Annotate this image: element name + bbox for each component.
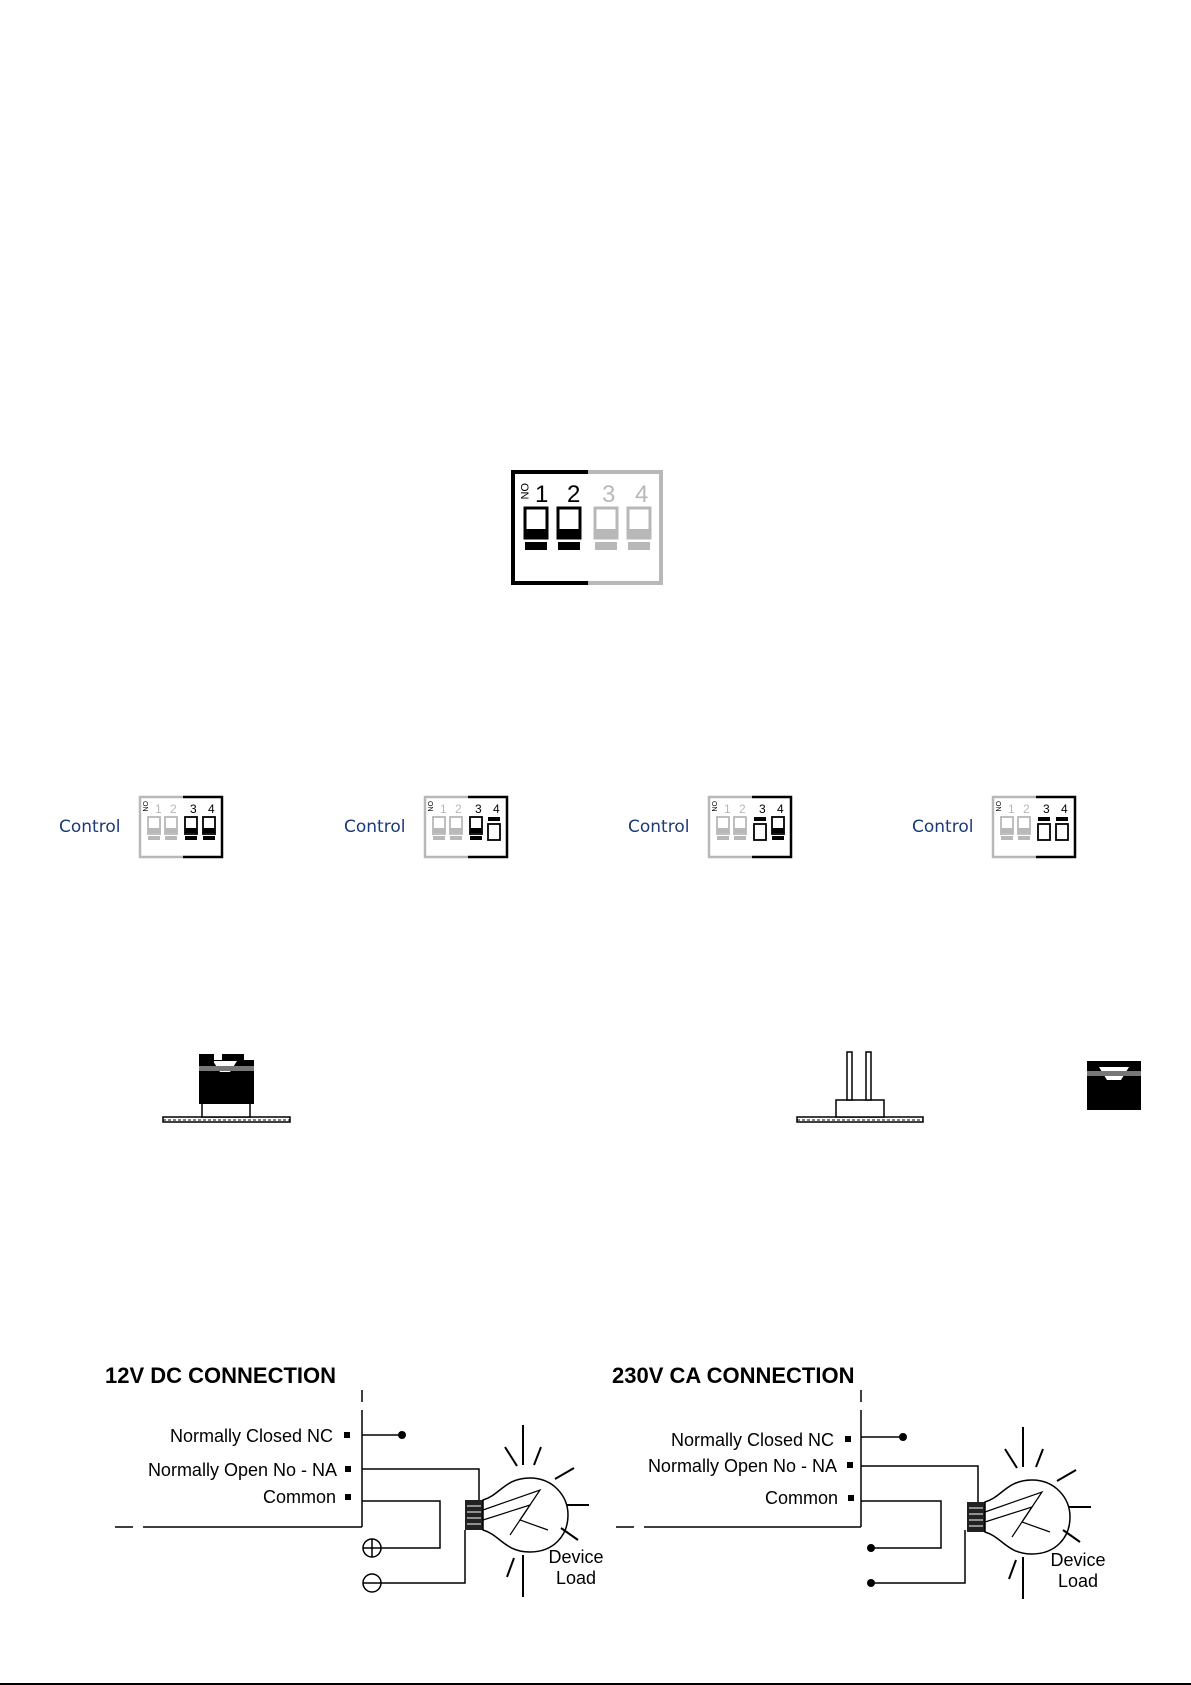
svg-text:ON: ON <box>710 801 717 812</box>
dc-connection <box>105 1363 604 1597</box>
main-dip-switch <box>513 472 661 583</box>
dip-number-3: 3 <box>602 481 616 508</box>
dip-number-1: 1 <box>535 481 549 508</box>
svg-text:1: 1 <box>440 802 447 816</box>
control-switch-4 <box>488 817 500 840</box>
svg-text:3: 3 <box>190 802 197 816</box>
control-switch-1 <box>1001 817 1013 840</box>
ac-load-label: Load <box>1057 1571 1099 1591</box>
dc-title: 12V DC CONNECTION <box>105 1363 337 1388</box>
svg-text:2: 2 <box>170 802 177 816</box>
control-config-3 <box>628 797 791 857</box>
dc-nc-label: Normally Closed NC <box>169 1426 333 1446</box>
pin-header-base <box>836 1100 884 1117</box>
svg-text:4: 4 <box>208 802 215 816</box>
jumper-cap-loose <box>1087 1061 1141 1110</box>
dc-load-label: Load <box>555 1568 597 1588</box>
svg-text:ON: ON <box>426 801 433 812</box>
control-label: Control <box>912 817 974 837</box>
control-label: Control <box>59 817 121 837</box>
svg-text:ON: ON <box>141 801 148 812</box>
jumper-removed-pins <box>797 1052 923 1122</box>
ac-device-label: Device <box>1050 1550 1106 1570</box>
control-switch-3 <box>754 817 766 840</box>
dc-no-label: Normally Open No - NA <box>147 1460 337 1480</box>
ac-common-label: Common <box>764 1488 838 1508</box>
svg-text:4: 4 <box>493 802 500 816</box>
control-switch-2 <box>165 817 177 840</box>
dip-number-2: 2 <box>567 481 581 508</box>
control-switch-1 <box>717 817 729 840</box>
control-switch-4 <box>203 817 215 840</box>
svg-text:2: 2 <box>455 802 462 816</box>
dip-number-4: 4 <box>635 481 649 508</box>
control-switch-3 <box>185 817 197 840</box>
pin-1 <box>847 1052 852 1100</box>
control-label: Control <box>628 817 690 837</box>
dc-device-label: Device <box>548 1547 604 1567</box>
dc-plus-terminal <box>363 1539 381 1557</box>
svg-text:ON: ON <box>994 801 1001 812</box>
control-switch-2 <box>734 817 746 840</box>
control-switch-1 <box>148 817 160 840</box>
svg-text:1: 1 <box>1008 802 1015 816</box>
svg-text:4: 4 <box>777 802 784 816</box>
svg-text:1: 1 <box>155 802 162 816</box>
control-switch-3 <box>470 817 482 840</box>
control-switch-4 <box>772 817 784 840</box>
control-label: Control <box>344 817 406 837</box>
svg-text:4: 4 <box>1061 802 1068 816</box>
dc-common-label: Common <box>262 1487 336 1507</box>
control-config-2 <box>344 797 507 857</box>
control-config-1 <box>59 797 222 857</box>
dip-switch-4 <box>628 508 650 550</box>
dip-switch-2 <box>558 508 580 550</box>
dc-minus-terminal <box>363 1574 381 1592</box>
jumper-installed <box>163 1054 290 1122</box>
control-switch-2 <box>450 817 462 840</box>
svg-text:3: 3 <box>475 802 482 816</box>
svg-text:3: 3 <box>759 802 766 816</box>
control-switch-3 <box>1038 817 1050 840</box>
svg-text:2: 2 <box>1023 802 1030 816</box>
ac-connection <box>612 1363 1106 1599</box>
ac-no-label: Normally Open No - NA <box>647 1456 837 1476</box>
ac-title: 230V CA CONNECTION <box>612 1363 855 1388</box>
dip-switch-1 <box>525 508 547 550</box>
dip-switch-3 <box>595 508 617 550</box>
svg-text:2: 2 <box>739 802 746 816</box>
control-switch-1 <box>433 817 445 840</box>
control-switch-4 <box>1056 817 1068 840</box>
control-config-4 <box>912 797 1075 857</box>
control-switch-2 <box>1018 817 1030 840</box>
dip-on-label: ON <box>518 483 530 500</box>
ac-nc-label: Normally Closed NC <box>670 1430 834 1450</box>
pin-2 <box>866 1052 871 1100</box>
svg-text:3: 3 <box>1043 802 1050 816</box>
svg-text:1: 1 <box>724 802 731 816</box>
